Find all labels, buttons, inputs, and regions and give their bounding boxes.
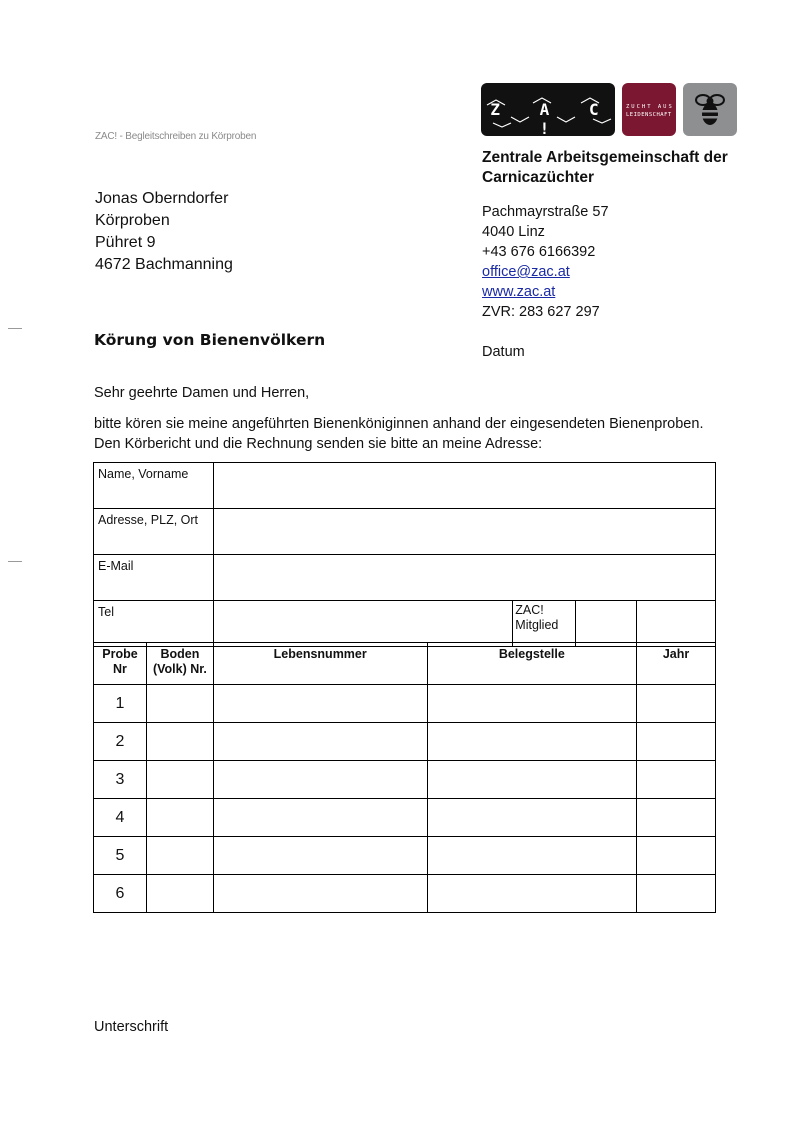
probe-number: 3 xyxy=(94,761,147,799)
boden-header-line-1: Boden xyxy=(160,647,200,661)
probe-header-line-1: Probe xyxy=(102,647,138,661)
tel-field[interactable] xyxy=(213,601,512,647)
organization-phone: +43 676 6166392 xyxy=(482,244,596,260)
body-text xyxy=(94,414,703,454)
jahr-field[interactable] xyxy=(637,837,716,875)
probe-table xyxy=(93,642,716,913)
probe-header-line-2: Nr xyxy=(113,662,127,676)
slogan-line-1: ZUCHT AUS xyxy=(626,104,674,110)
member-field-no[interactable] xyxy=(637,601,716,647)
member-label-line-2: Mitglied xyxy=(515,618,559,632)
boden-field[interactable] xyxy=(146,837,213,875)
lebensnummer-field[interactable] xyxy=(213,761,427,799)
boden-field[interactable] xyxy=(146,723,213,761)
zac-logo-text: Z A C ! xyxy=(490,100,614,136)
recipient-city: 4672 Bachmanning xyxy=(95,256,233,273)
recipient-address xyxy=(95,188,233,276)
tel-label: Tel xyxy=(94,601,214,647)
email-label: E-Mail xyxy=(94,555,214,601)
table-row xyxy=(94,509,716,555)
fold-mark-top xyxy=(8,328,22,329)
organization-name-line-2: Carnicazüchter xyxy=(482,169,594,186)
probe-number: 5 xyxy=(94,837,147,875)
belegstelle-field[interactable] xyxy=(427,723,637,761)
belegstelle-field[interactable] xyxy=(427,685,637,723)
table-row xyxy=(94,601,716,647)
document-header-note: ZAC! - Begleitschreiben zu Körproben xyxy=(95,131,257,142)
probe-number: 6 xyxy=(94,875,147,913)
bee-icon xyxy=(683,83,737,136)
lebensnummer-field[interactable] xyxy=(213,799,427,837)
organization-name xyxy=(482,148,762,188)
salutation: Sehr geehrte Damen und Herren, xyxy=(94,385,310,401)
subject-line: Körung von Bienenvölkern xyxy=(94,331,326,349)
lebensnummer-field[interactable] xyxy=(213,875,427,913)
table-row xyxy=(94,555,716,601)
address-field[interactable] xyxy=(213,509,715,555)
column-header-belegstelle: Belegstelle xyxy=(427,643,637,685)
contact-table xyxy=(93,462,716,647)
date-label: Datum xyxy=(482,344,525,360)
fold-mark-bottom xyxy=(8,561,22,562)
slogan-line-2: LEIDENSCHAFT xyxy=(626,112,672,118)
boden-field[interactable] xyxy=(146,685,213,723)
belegstelle-field[interactable] xyxy=(427,799,637,837)
jahr-field[interactable] xyxy=(637,761,716,799)
table-header-row xyxy=(94,643,716,685)
slogan-logo xyxy=(622,83,676,136)
boden-header-line-2: (Volk) Nr. xyxy=(152,662,207,676)
jahr-field[interactable] xyxy=(637,723,716,761)
boden-field[interactable] xyxy=(146,761,213,799)
boden-field[interactable] xyxy=(146,799,213,837)
recipient-name: Jonas Oberndorfer xyxy=(95,190,229,207)
column-header-jahr: Jahr xyxy=(637,643,716,685)
recipient-line-2: Körproben xyxy=(95,212,170,229)
signature-label: Unterschrift xyxy=(94,1019,169,1035)
email-field[interactable] xyxy=(213,555,715,601)
zac-logo xyxy=(481,83,615,136)
organization-city: 4040 Linz xyxy=(482,224,545,240)
member-label-line-1: ZAC! xyxy=(515,603,544,617)
organization-contact xyxy=(482,202,609,322)
jahr-field[interactable] xyxy=(637,875,716,913)
address-label: Adresse, PLZ, Ort xyxy=(94,509,214,555)
organization-name-line-1: Zentrale Arbeitsgemeinschaft der xyxy=(482,149,728,166)
column-header-lebensnummer: Lebensnummer xyxy=(213,643,427,685)
table-row xyxy=(94,875,716,913)
organization-zvr: ZVR: 283 627 297 xyxy=(482,304,600,320)
boden-field[interactable] xyxy=(146,875,213,913)
table-row xyxy=(94,799,716,837)
belegstelle-field[interactable] xyxy=(427,761,637,799)
column-header-boden xyxy=(146,643,213,685)
email-link[interactable]: office@zac.at xyxy=(482,264,570,280)
table-row xyxy=(94,837,716,875)
table-row xyxy=(94,723,716,761)
probe-number: 1 xyxy=(94,685,147,723)
belegstelle-field[interactable] xyxy=(427,837,637,875)
table-row xyxy=(94,463,716,509)
table-row xyxy=(94,685,716,723)
website-link[interactable]: www.zac.at xyxy=(482,284,556,300)
lebensnummer-field[interactable] xyxy=(213,837,427,875)
bee-logo xyxy=(683,83,737,136)
recipient-street: Pühret 9 xyxy=(95,234,156,251)
lebensnummer-field[interactable] xyxy=(213,723,427,761)
organization-street: Pachmayrstraße 57 xyxy=(482,204,609,220)
name-label: Name, Vorname xyxy=(94,463,214,509)
lebensnummer-field[interactable] xyxy=(213,685,427,723)
belegstelle-field[interactable] xyxy=(427,875,637,913)
table-row xyxy=(94,761,716,799)
member-field-yes[interactable] xyxy=(576,601,637,647)
probe-number: 4 xyxy=(94,799,147,837)
column-header-probe xyxy=(94,643,147,685)
body-line-1: bitte kören sie meine angeführten Bienenköniginnen anhand der eingesendeten Bienenproben. xyxy=(94,416,704,432)
probe-number: 2 xyxy=(94,723,147,761)
jahr-field[interactable] xyxy=(637,799,716,837)
name-field[interactable] xyxy=(213,463,715,509)
body-line-2: Den Körbericht und die Rechnung senden sie bitte an meine Adresse: xyxy=(94,436,543,452)
member-label xyxy=(513,601,576,647)
jahr-field[interactable] xyxy=(637,685,716,723)
